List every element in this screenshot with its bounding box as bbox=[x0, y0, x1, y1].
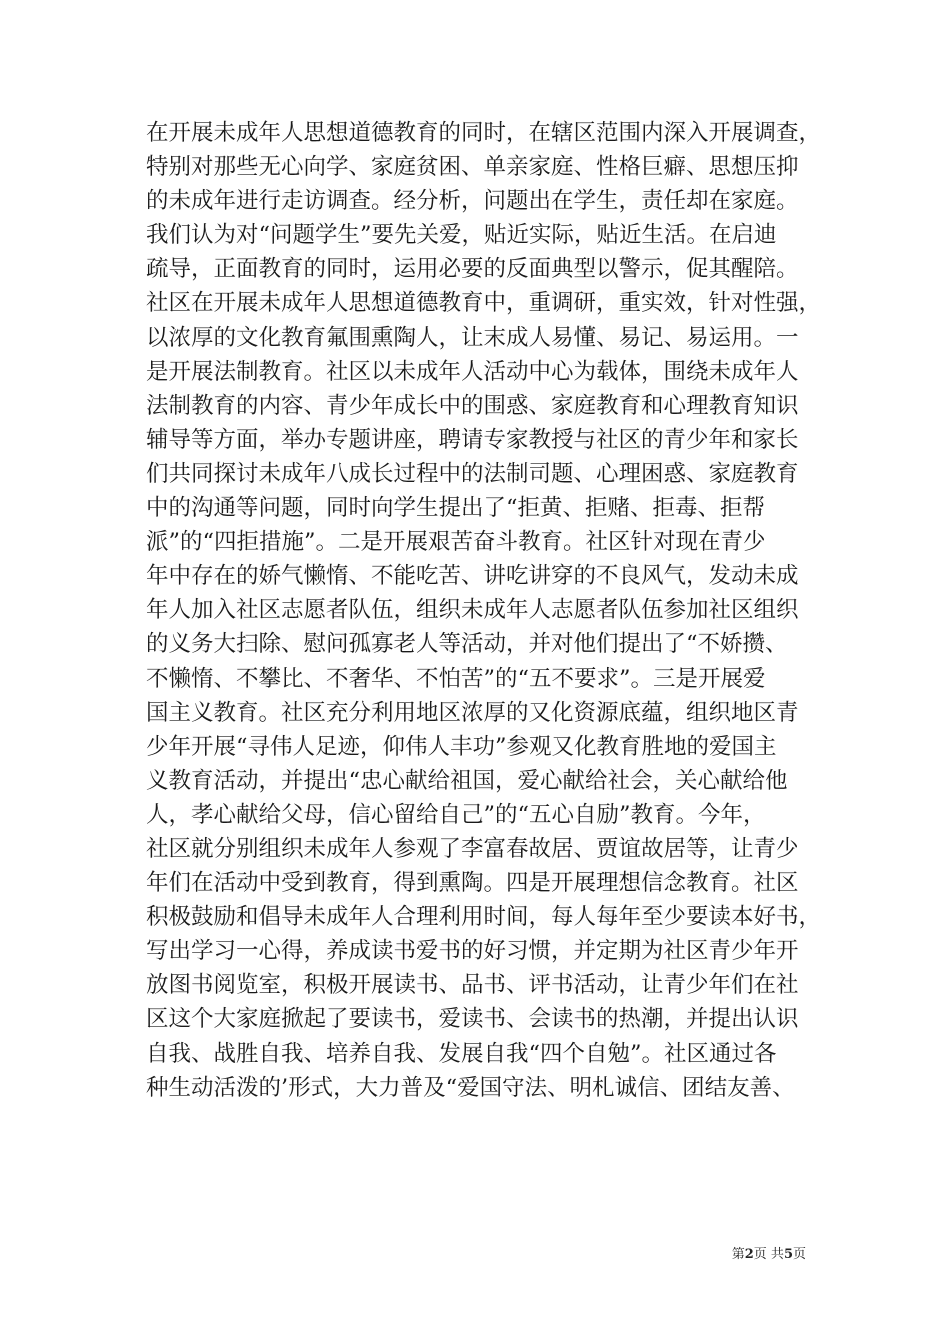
body-text bbox=[146, 116, 826, 1105]
text-line: 是开展法制教育。社区以未成年人活动中心为载体，围绕未成年人 bbox=[146, 358, 799, 385]
text-line: 人，孝心献给父母，信心留给自己”的“五心自励”教育。今年， bbox=[146, 801, 766, 828]
text-line: 种生动活泼的’形式，大力普及“爱国守法、明札诚信、团结友善、 bbox=[146, 1074, 795, 1101]
text-line: 特别对那些无心向学、家庭贫困、单亲家庭、性格巨癖、思想压抑 bbox=[146, 154, 799, 181]
text-line: 以浓厚的文化教育氟围熏陶人，让末成人易懂、易记、易运用。一 bbox=[146, 324, 799, 351]
text-line: 在开展未成年人思想道德教育的同时，在辖区范围内深入开展调查， bbox=[146, 120, 822, 146]
text-line: 我们认为对“问题学生”要先关爱，贴近实际，贴近生活。在启迪 bbox=[146, 222, 777, 249]
text-line: 疏导，正面教育的同时，运用必要的反面典型以警示，促其醒陪。 bbox=[146, 256, 799, 283]
text-line: 义教育活动，并提出“忠心献给祖国，爱心献给社会，关心献给他 bbox=[146, 767, 788, 794]
text-line: 年人加入社区志愿者队伍，组织未成年人志愿者队伍参加社区组织 bbox=[146, 597, 799, 624]
text-line: 国主义教育。社区充分利用地区浓厚的又化资源底蕴，组织地区青 bbox=[146, 699, 799, 726]
text-line: 辅导等方面，举办专题讲座，聘请专家教授与社区的青少年和家长 bbox=[146, 426, 799, 453]
text-line: 派”的“四拒措施”。二是开展艰苦奋斗教育。社区针对现在青少 bbox=[146, 529, 766, 556]
text-line: 放图书阅览室，积极开展读书、品书、评书活动，让青少年们在社 bbox=[146, 972, 799, 999]
page-footer bbox=[732, 1246, 806, 1264]
text-line: 法制教育的内容、青少年成长中的围惑、家庭教育和心理教育知识 bbox=[146, 392, 799, 419]
footer-suffix: 页 bbox=[792, 1247, 806, 1262]
text-line: 积极鼓励和倡导未成年人合理利用时间，每人每年至少要读本好书， bbox=[146, 904, 822, 931]
text-line: 写出学习一心得，养成读书爱书的好习惯，并定期为社区青少年开 bbox=[146, 938, 799, 965]
text-line: 区这个大家庭掀起了要读书，爱读书、会读书的热潮，并提出认识 bbox=[146, 1006, 799, 1033]
text-line: 中的沟通等问题，同时向学生提出了“拒黄、拒赌、拒毒、拒帮 bbox=[146, 495, 766, 522]
text-line: 们共同探讨未成年八成长过程中的法制司题、心理困惑、家庭教育 bbox=[146, 460, 799, 487]
text-line: 年们在活动中受到教育，得到熏陶。四是开展理想信念教育。社区 bbox=[146, 870, 799, 897]
text-line: 自我、战胜自我、培养自我、发展自我“四个自勉”。社区通过各 bbox=[146, 1040, 777, 1067]
footer-prefix: 第 bbox=[731, 1247, 745, 1262]
text-line: 社区在开展未成年人思想道德教育中，重调研，重实效，针对性强， bbox=[146, 290, 822, 317]
total-pages-number: 5 bbox=[783, 1247, 793, 1262]
text-line: 少年开展“寻伟人足迹，仰伟人丰功”参观又化教育胜地的爱国主 bbox=[146, 733, 777, 760]
text-line: 年中存在的娇气懒惰、不能吃苦、讲吃讲穿的不良风气，发动未成 bbox=[146, 563, 799, 590]
text-line: 的义务大扫除、慰问孤寡老人等活动，并对他们提出了“不娇攒、 bbox=[146, 631, 788, 658]
footer-middle: 页 共 bbox=[753, 1247, 784, 1262]
text-line: 的未成年进行走访调查。经分析，问题出在学生，责任却在家庭。 bbox=[146, 188, 799, 215]
text-line: 不懒惰、不攀比、不奢华、不怕苦”的“五不要求”。三是开展爱 bbox=[146, 665, 766, 692]
current-page-number: 2 bbox=[744, 1247, 754, 1262]
text-line: 社区就分别组织未成年人参观了李富春故居、贾谊故居等，让青少 bbox=[146, 835, 799, 862]
